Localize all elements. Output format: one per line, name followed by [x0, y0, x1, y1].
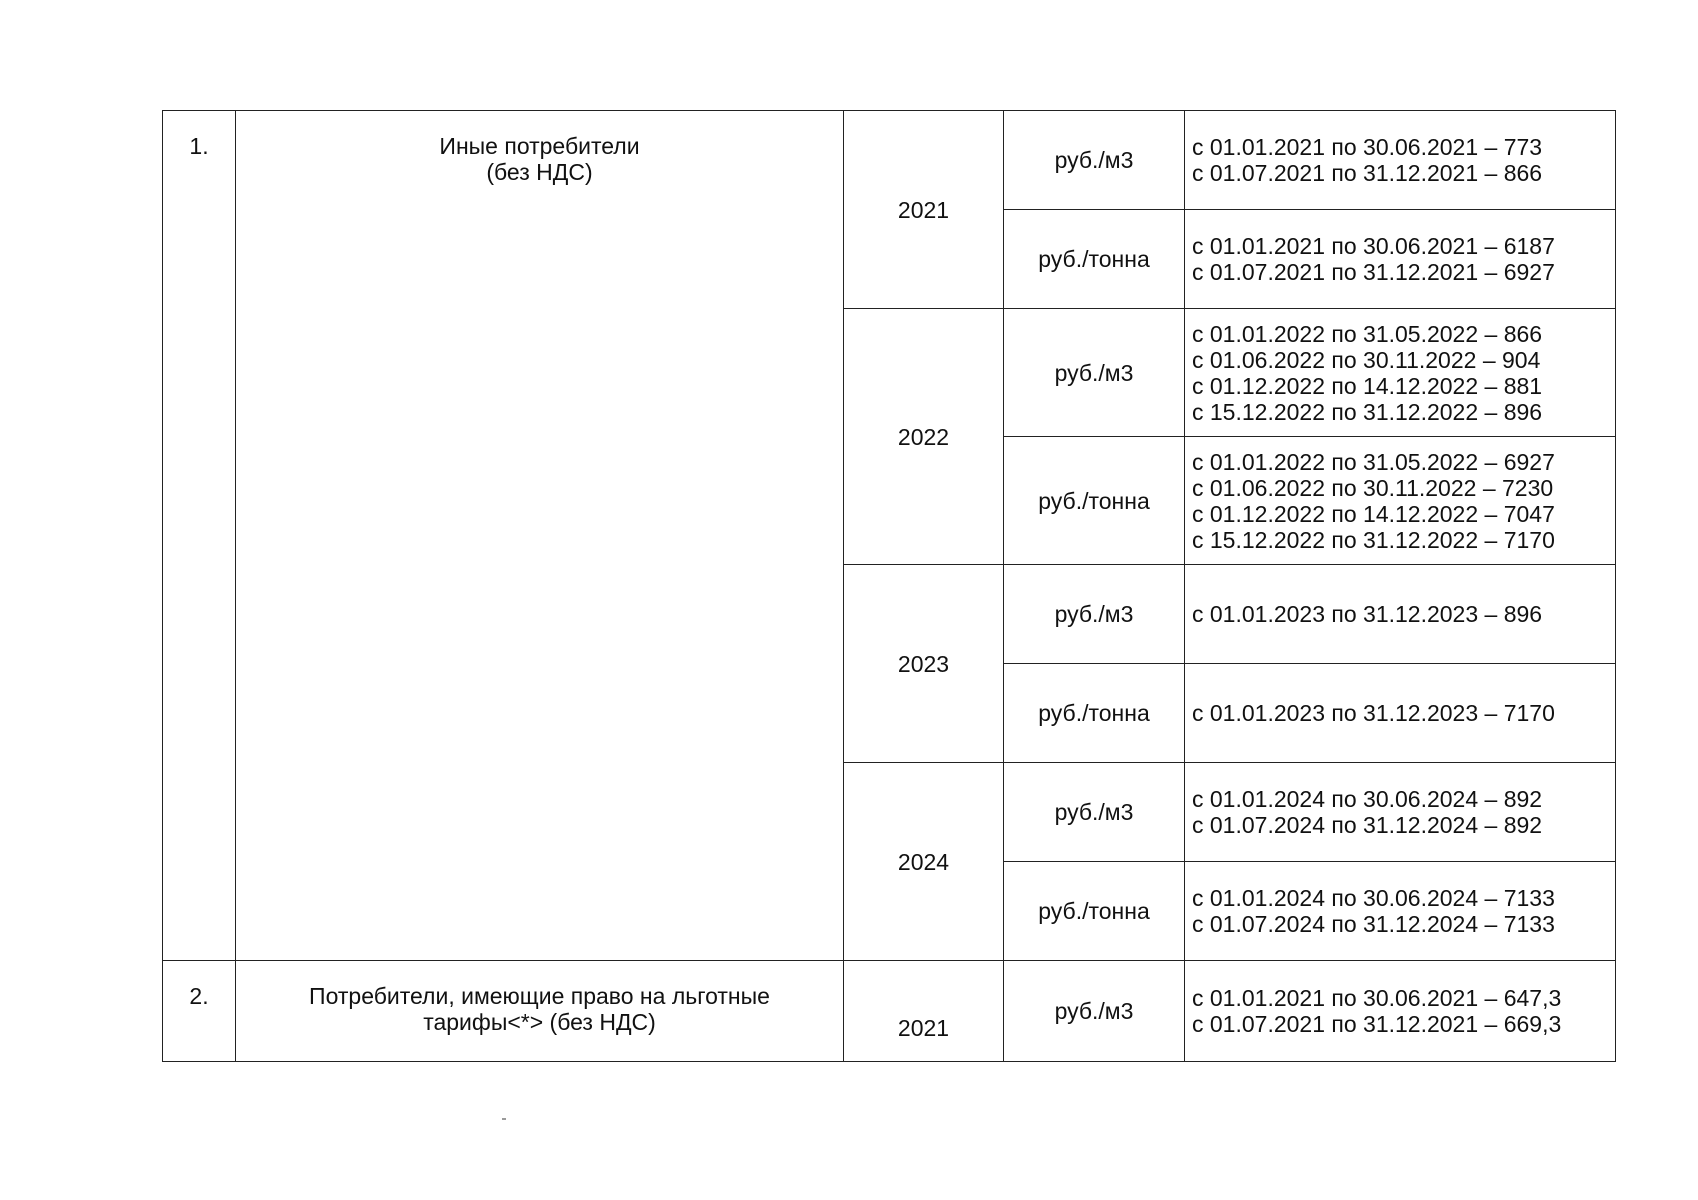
tariff-values-cell	[1185, 862, 1616, 961]
tariff-values-cell	[1185, 437, 1616, 565]
tariff-line: с 01.01.2023 по 31.12.2023 – 896	[1192, 601, 1543, 627]
unit-cell: руб./м3	[1004, 309, 1185, 437]
tariff-values-cell	[1185, 763, 1616, 862]
tariff-line: с 01.01.2021 по 30.06.2021 – 6187	[1192, 233, 1555, 259]
unit-cell: руб./м3	[1004, 763, 1185, 862]
tariff-values-cell	[1185, 111, 1616, 210]
year-cell: 2021	[844, 961, 1004, 1062]
year-cell: 2022	[844, 309, 1004, 565]
tariff-values-cell	[1185, 961, 1616, 1062]
unit-cell: руб./тонна	[1004, 210, 1185, 309]
year-cell: 2021	[844, 111, 1004, 309]
tariff-line: с 01.01.2021 по 30.06.2021 – 773	[1192, 134, 1543, 160]
tariff-line: с 01.01.2023 по 31.12.2023 – 7170	[1192, 700, 1555, 726]
tariff-values-cell	[1185, 664, 1616, 763]
unit-cell: руб./м3	[1004, 111, 1185, 210]
table-row	[163, 961, 1616, 1062]
tariff-line: с 01.07.2021 по 31.12.2021 – 6927	[1192, 259, 1555, 285]
tariff-line: с 01.07.2021 по 31.12.2021 – 669,3	[1192, 1011, 1562, 1037]
row-number: 2.	[163, 961, 236, 1062]
tariff-table	[162, 110, 1616, 1062]
tariff-line: с 01.01.2021 по 30.06.2021 – 647,3	[1192, 985, 1562, 1011]
tariff-line: с 01.06.2022 по 30.11.2022 – 904	[1192, 346, 1541, 373]
scan-speck	[502, 1118, 506, 1120]
tariff-values-cell	[1185, 565, 1616, 664]
tariff-values-cell	[1185, 210, 1616, 309]
unit-cell: руб./м3	[1004, 565, 1185, 664]
tariff-line: с 01.07.2024 по 31.12.2024 – 892	[1192, 812, 1543, 838]
tariff-line: с 01.01.2024 по 30.06.2024 – 892	[1192, 786, 1543, 812]
tariff-line: с 01.07.2024 по 31.12.2024 – 7133	[1192, 911, 1555, 937]
tariff-line: с 01.01.2022 по 31.05.2022 – 6927	[1192, 448, 1555, 475]
tariff-line: с 01.01.2024 по 30.06.2024 – 7133	[1192, 885, 1555, 911]
unit-cell: руб./тонна	[1004, 664, 1185, 763]
consumer-category-line: Иные потребители	[439, 133, 640, 159]
tariff-line: с 01.01.2022 по 31.05.2022 – 866	[1192, 320, 1543, 347]
consumer-category-line: Потребители, имеющие право на льготные	[309, 983, 770, 1009]
unit-cell: руб./м3	[1004, 961, 1185, 1062]
year-cell: 2023	[844, 565, 1004, 763]
tariff-line: с 01.12.2022 по 14.12.2022 – 7047	[1192, 500, 1555, 527]
consumer-category	[236, 961, 844, 1062]
tariff-values-cell	[1185, 309, 1616, 437]
tariff-line: с 01.07.2021 по 31.12.2021 – 866	[1192, 160, 1543, 186]
unit-cell: руб./тонна	[1004, 437, 1185, 565]
tariff-line: с 15.12.2022 по 31.12.2022 – 896	[1192, 398, 1543, 425]
consumer-category	[236, 111, 844, 961]
tariff-line: с 15.12.2022 по 31.12.2022 – 7170	[1192, 526, 1555, 553]
tariff-line: с 01.12.2022 по 14.12.2022 – 881	[1192, 372, 1543, 399]
tariff-line: с 01.06.2022 по 30.11.2022 – 7230	[1192, 474, 1554, 501]
consumer-category-line: тарифы<*> (без НДС)	[423, 1009, 656, 1035]
year-cell: 2024	[844, 763, 1004, 961]
table-row	[163, 111, 1616, 210]
consumer-category-line: (без НДС)	[486, 159, 593, 185]
row-number: 1.	[163, 111, 236, 961]
unit-cell: руб./тонна	[1004, 862, 1185, 961]
